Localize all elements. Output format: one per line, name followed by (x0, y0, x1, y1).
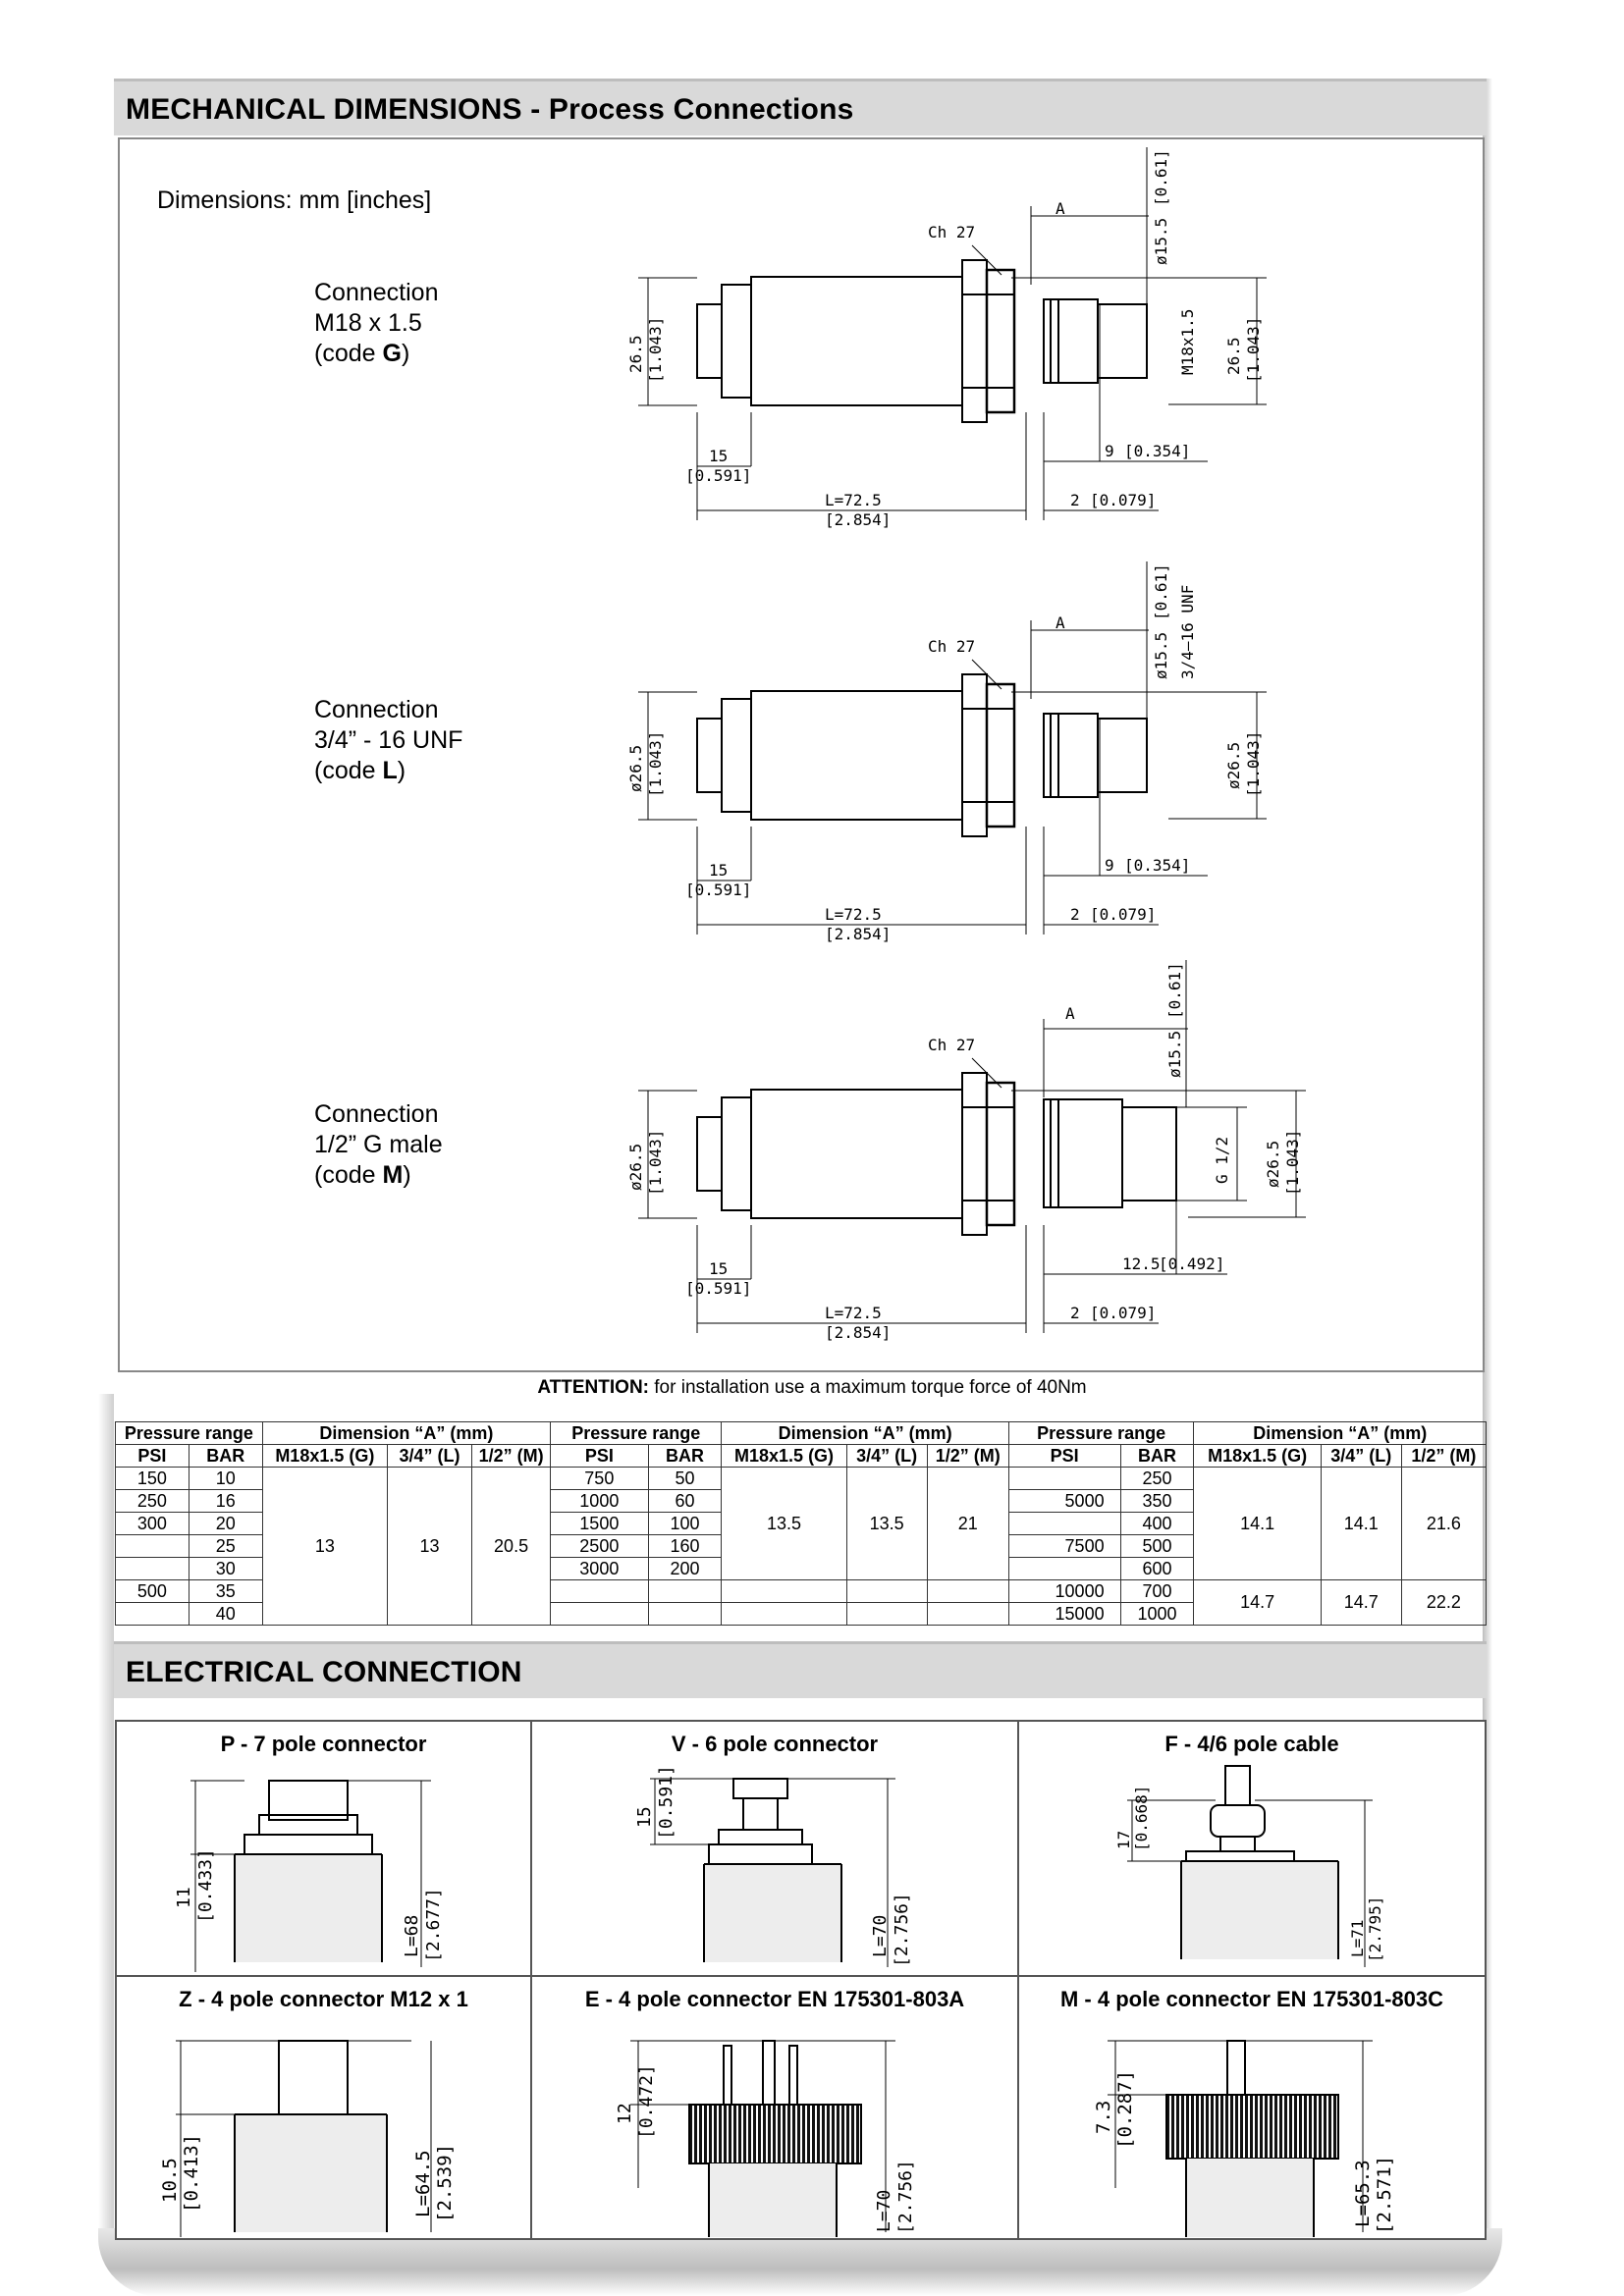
dimension-label: 11 (174, 1887, 194, 1908)
table-header-cell: 3/4” (L) (846, 1445, 927, 1468)
table-header-cell: Dimension “A” (mm) (1194, 1422, 1487, 1445)
dimension-label: [1.043] (646, 730, 665, 797)
table-cell: 13 (262, 1468, 387, 1626)
connector-z-drawing (117, 1977, 534, 2242)
dimension-label: L=65.3 (1352, 2160, 1374, 2227)
dimension-label: ø15.5 (1152, 217, 1170, 265)
table-cell: 21.6 (1401, 1468, 1486, 1580)
drawing-connection-l (579, 561, 1326, 964)
table-cell: 10000 (1008, 1580, 1120, 1603)
table-cell (927, 1603, 1008, 1626)
table-cell: 5000 (1008, 1490, 1120, 1513)
dimension-label: [0.61] (1165, 962, 1184, 1019)
table-cell: 14.1 (1321, 1468, 1401, 1580)
table-cell (722, 1603, 846, 1626)
table-header-cell: M18x1.5 (G) (262, 1445, 387, 1468)
table-header-cell: M18x1.5 (G) (722, 1445, 846, 1468)
table-header-cell: PSI (1008, 1445, 1120, 1468)
dimension-label: L=68 (402, 1914, 422, 1957)
table-header-cell: BAR (189, 1445, 262, 1468)
dimension-label: [0.413] (181, 2133, 202, 2213)
dimension-label: [1.043] (646, 1129, 665, 1196)
table-header-cell: 1/2” (M) (472, 1445, 551, 1468)
dimension-label: 2 (1070, 905, 1080, 924)
dimension-label: [2.571] (1374, 2155, 1395, 2234)
table-cell (722, 1580, 846, 1603)
dimension-label: [0.079] (1090, 1304, 1157, 1322)
table-cell: 14.7 (1321, 1580, 1401, 1626)
table-cell (1008, 1513, 1120, 1535)
table-row (116, 1468, 1487, 1490)
connector-cell-e: E - 4 pole connector EN 175301-803A 12 [0.472] L=70 [2.756] (530, 1975, 1019, 2240)
table-cell: 250 (1120, 1468, 1194, 1490)
table-header-cell: 3/4” (L) (1321, 1445, 1401, 1468)
table-cell: 13.5 (722, 1468, 846, 1580)
dimension-label: L=72.5 (825, 1304, 882, 1322)
table-header-cell: Dimension “A” (mm) (722, 1422, 1008, 1445)
dimension-label: [0.354] (1124, 856, 1191, 875)
table-cell (846, 1603, 927, 1626)
table-header-cell: Pressure range (1008, 1422, 1194, 1445)
table-cell (648, 1580, 722, 1603)
pressure-dimension-table (115, 1421, 1487, 1626)
dimension-label: L=64.5 (412, 2150, 434, 2217)
dimension-label: Ch 27 (928, 1036, 976, 1054)
dimensions-note: Dimensions: mm [inches] (157, 187, 432, 214)
dimension-label: 15 (709, 1259, 729, 1278)
table-header-cell: Pressure range (551, 1422, 722, 1445)
dimension-label: Ch 27 (928, 223, 976, 241)
table-cell: 15000 (1008, 1603, 1120, 1626)
dimension-label: [2.854] (825, 1323, 892, 1342)
table-cell: 1000 (1120, 1603, 1194, 1626)
table-cell: 500 (116, 1580, 189, 1603)
dimension-label: [1.043] (1283, 1129, 1302, 1196)
mechanical-section-title: MECHANICAL DIMENSIONS - Process Connections (126, 93, 854, 126)
table-cell: 30 (189, 1558, 262, 1580)
dimension-label: [2.795] (1366, 1896, 1384, 1962)
table-header-cell: PSI (551, 1445, 648, 1468)
connector-m-drawing (1019, 1977, 1489, 2242)
table-header-cell: 1/2” (M) (1401, 1445, 1486, 1468)
table-header-cell: BAR (648, 1445, 722, 1468)
drawing-connection-g (579, 147, 1326, 550)
dimension-label: L=70 (874, 2189, 894, 2232)
dimension-label: G 1/2 (1213, 1136, 1231, 1184)
dimension-label: 2 (1070, 491, 1080, 509)
table-header-cell: M18x1.5 (G) (1194, 1445, 1321, 1468)
electrical-section-title: ELECTRICAL CONNECTION (126, 1656, 522, 1688)
table-cell: 750 (551, 1468, 648, 1490)
dimension-label: L=70 (870, 1914, 891, 1957)
table-cell: 22.2 (1401, 1580, 1486, 1626)
dimension-label: L=72.5 (825, 491, 882, 509)
table-cell: 13 (387, 1468, 471, 1626)
dimension-label: ø15.5 (1152, 631, 1170, 679)
table-header-cell: PSI (116, 1445, 189, 1468)
dimension-label: [1.043] (1244, 316, 1263, 383)
dimension-label: [1.043] (646, 316, 665, 383)
table-group-header-row (116, 1422, 1487, 1445)
dimension-label: A (1056, 614, 1065, 632)
table-cell: 14.1 (1194, 1468, 1321, 1580)
table-header-cell: Dimension “A” (mm) (262, 1422, 550, 1445)
table-cell (1008, 1558, 1120, 1580)
dimension-label: M18x1.5 (1178, 308, 1197, 375)
dimension-label: 7.3 (1093, 2100, 1114, 2134)
table-cell (116, 1558, 189, 1580)
connector-v-drawing (532, 1722, 1021, 1979)
dimension-label: 2 (1070, 1304, 1080, 1322)
table-cell: 60 (648, 1490, 722, 1513)
dimension-label: [1.043] (1244, 730, 1263, 797)
dimension-label: 3/4–16 UNF (1178, 584, 1197, 679)
table-header-cell: 1/2” (M) (927, 1445, 1008, 1468)
table-cell: 250 (116, 1490, 189, 1513)
dimension-label: A (1056, 199, 1065, 218)
dimension-label: ø26.5 (626, 1143, 645, 1191)
table-cell: 350 (1120, 1490, 1194, 1513)
table-cell (551, 1580, 648, 1603)
dimension-label: [0.354] (1124, 442, 1191, 460)
dimension-label: L=72.5 (825, 905, 882, 924)
dimension-label: [0.492] (1159, 1255, 1225, 1273)
mechanical-section-header (114, 79, 1487, 135)
table-cell: 500 (1120, 1535, 1194, 1558)
dimension-label: L=71 (1348, 1919, 1367, 1957)
table-cell: 1500 (551, 1513, 648, 1535)
table-cell (648, 1603, 722, 1626)
table-sub-header-row (116, 1445, 1487, 1468)
dimension-label: 26.5 (1224, 337, 1243, 375)
dimension-label: [2.756] (895, 2160, 916, 2234)
dimension-label: 15 (709, 861, 729, 880)
dimension-label: [0.287] (1114, 2069, 1136, 2149)
table-cell: 25 (189, 1535, 262, 1558)
page-edge-shadow-left (98, 1394, 114, 2238)
dimension-label: [2.756] (892, 1893, 912, 1967)
table-cell: 3000 (551, 1558, 648, 1580)
table-cell: 7500 (1008, 1535, 1120, 1558)
connector-cell-m: M - 4 pole connector EN 175301-803C 7.3 [0.287] L=65.3 [2.571] (1017, 1975, 1487, 2240)
dimension-label: [2.854] (825, 510, 892, 529)
dimension-label: ø26.5 (626, 744, 645, 792)
table-cell (551, 1603, 648, 1626)
connector-cell-p: P - 7 pole connector 11 [0.433] L=68 [2.677] (115, 1720, 532, 1977)
dimension-label: [0.591] (656, 1765, 677, 1840)
attention-note: ATTENTION: for installation use a maximum torque force of 40Nm (537, 1377, 1087, 1398)
table-cell: 2500 (551, 1535, 648, 1558)
table-cell: 600 (1120, 1558, 1194, 1580)
connection-label-m: Connection 1/2” G male (code M) (314, 1100, 443, 1189)
table-cell: 16 (189, 1490, 262, 1513)
table-cell (1008, 1468, 1120, 1490)
table-cell (116, 1603, 189, 1626)
dimension-label: 17 (1114, 1830, 1133, 1849)
dimension-label: [0.591] (685, 881, 752, 899)
table-cell: 10 (189, 1468, 262, 1490)
table-cell: 160 (648, 1535, 722, 1558)
dimension-label: [0.472] (636, 2064, 657, 2139)
table-cell: 50 (648, 1468, 722, 1490)
table-header-cell: BAR (1120, 1445, 1194, 1468)
dimension-label: Ch 27 (928, 637, 976, 656)
table-cell: 40 (189, 1603, 262, 1626)
table-cell: 150 (116, 1468, 189, 1490)
table-cell: 35 (189, 1580, 262, 1603)
table-cell: 21 (927, 1468, 1008, 1580)
dimension-label: ø15.5 (1165, 1030, 1184, 1078)
dimension-label: [0.61] (1152, 563, 1170, 620)
drawing-connection-m (579, 960, 1326, 1362)
table-cell: 14.7 (1194, 1580, 1321, 1626)
table-header-cell: 3/4” (L) (387, 1445, 471, 1468)
dimension-label: [0.591] (685, 1279, 752, 1298)
dimension-label: 12.5 (1122, 1255, 1161, 1273)
connection-label-l: Connection 3/4” - 16 UNF (code L) (314, 696, 463, 784)
dimension-label: A (1065, 1004, 1075, 1023)
table-cell: 1000 (551, 1490, 648, 1513)
connector-p-drawing (117, 1722, 534, 1979)
dimension-label: 26.5 (626, 335, 645, 373)
connector-e-drawing (532, 1977, 1021, 2242)
dimension-label: ø26.5 (1224, 741, 1243, 789)
dimension-label: 9 (1105, 856, 1114, 875)
dimension-label: [2.677] (423, 1888, 444, 1962)
dimension-label: ø26.5 (1264, 1140, 1282, 1188)
table-cell: 100 (648, 1513, 722, 1535)
connector-f-drawing (1019, 1722, 1489, 1979)
dimension-label: [2.854] (825, 925, 892, 943)
dimension-label: 12 (615, 2103, 635, 2124)
electrical-section-header (114, 1641, 1487, 1698)
dimension-label: 9 (1105, 442, 1114, 460)
table-cell: 400 (1120, 1513, 1194, 1535)
dimension-label: [2.539] (434, 2143, 456, 2222)
dimension-label: 15 (634, 1806, 655, 1828)
table-cell (927, 1580, 1008, 1603)
connector-cell-f: F - 4/6 pole cable 17 [0.668] L=71 [2.795] (1017, 1720, 1487, 1977)
table-cell (846, 1580, 927, 1603)
dimension-label: [0.079] (1090, 905, 1157, 924)
connector-cell-z: Z - 4 pole connector M12 x 1 10.5 [0.413] L=64.5 [2.539] (115, 1975, 532, 2240)
table-cell: 20 (189, 1513, 262, 1535)
dimension-label: 15 (709, 447, 729, 465)
table-cell: 13.5 (846, 1468, 927, 1580)
dimension-label: [0.433] (195, 1848, 216, 1923)
electrical-connector-grid (115, 1720, 1487, 2240)
table-cell: 300 (116, 1513, 189, 1535)
table-header-cell: Pressure range (116, 1422, 263, 1445)
table-cell: 700 (1120, 1580, 1194, 1603)
dimension-label: [0.591] (685, 466, 752, 485)
dimension-label: [0.61] (1152, 149, 1170, 206)
connection-label-g: Connection M18 x 1.5 (code G) (314, 279, 439, 367)
dimension-label: 10.5 (159, 2158, 181, 2203)
table-cell: 20.5 (472, 1468, 551, 1626)
table-cell: 200 (648, 1558, 722, 1580)
dimension-label: [0.079] (1090, 491, 1157, 509)
table-cell (116, 1535, 189, 1558)
connector-cell-v: V - 6 pole connector 15 [0.591] L=70 [2.756] (530, 1720, 1019, 1977)
dimension-label: [0.668] (1132, 1785, 1151, 1851)
